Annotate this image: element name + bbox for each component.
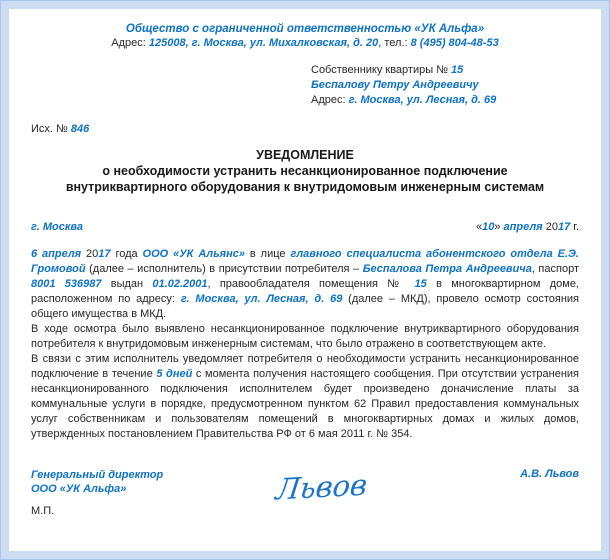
handwritten-signature: Львов xyxy=(274,467,370,507)
document-city: г. Москва xyxy=(31,221,84,233)
title-line-1: УВЕДОМЛЕНИЕ xyxy=(256,148,354,162)
signatory-position-line1: Генеральный директор xyxy=(31,469,164,481)
recipient-block xyxy=(311,63,579,108)
recipient-apartment-line: Собственнику квартиры № 15 xyxy=(311,64,464,76)
document-date: «10» апреля 2017 г. xyxy=(475,221,579,233)
title-line-2: о необходимости устранить несанкционированное подключение xyxy=(102,164,508,178)
signatory-position xyxy=(31,468,163,518)
signatory-name: А.В. Львов xyxy=(520,468,579,480)
signature-block xyxy=(31,468,579,518)
notification-letter xyxy=(9,9,601,551)
recipient-name: Беспалову Петру Андреевичу xyxy=(311,79,479,91)
outgoing-number-line: Исх. № 846 xyxy=(31,123,90,135)
body-paragraph-1: 6 апреля 2017 года ООО «УК Альянс» в лице главного специалиста абонентского отдела Е.Э. Громовой (далее – исполнитель) в присутствии потребителя – Беспалова Петра Андреевича, паспорт 8001 536987 выдан 01.02.2001, правообладателя помещения № 15 в многоквартирном доме, расположенном по адресу: г. Москва, ул. Лесная, д. 69 (далее – МКД), провело осмотр состояния общего имущества в МКД. xyxy=(31,248,579,320)
company-address-line: Адрес: 125008, г. Москва, ул. Михалковская, д. 20, тел.: 8 (495) 804-48-53 xyxy=(111,37,499,49)
letter-body xyxy=(31,247,579,442)
place-and-date-line xyxy=(31,220,579,235)
company-name: Общество с ограниченной ответственностью «УК Альфа» xyxy=(125,23,485,35)
body-paragraph-2: В ходе осмотра было выявлено несанкционированное подключение внутриквартирного оборудования потребителя к внутридомовым инженерным системам, что было отражено в соответствующем акте. xyxy=(31,323,579,350)
recipient-address-line: Адрес: г. Москва, ул. Лесная, д. 69 xyxy=(311,94,497,106)
document-title xyxy=(31,147,579,195)
signatory-position-line2: ООО «УК Альфа» xyxy=(31,483,127,495)
seal-mark: М.П. xyxy=(31,505,55,517)
body-paragraph-3: В связи с этим исполнитель уведомляет потребителя о необходимости устранить несанкционированное подключение в течение 5 дней с момента получения настоящего сообщения. При отсутствии устранения несанкционированного подключения исполнителем будет произведено доначисление платы за коммунальные услуги в порядке, предусмотренном пунктом 62 Правил предоставления коммунальных услуг собственникам и пользователям помещений в многоквартирных домах и жилых домов, утвержденных постановлением Правительства РФ от 6 мая 2011 г. № 354. xyxy=(31,353,579,440)
title-line-3: внутриквартирного оборудования к внутридомовым инженерным системам xyxy=(65,180,545,194)
